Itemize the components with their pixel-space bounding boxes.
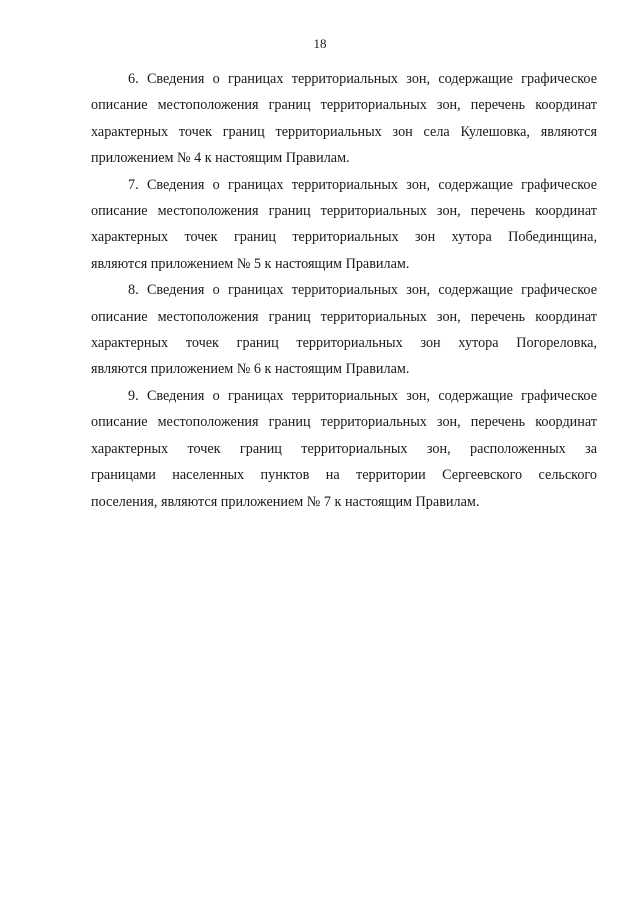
- paragraph-9: [91, 383, 597, 515]
- paragraph-line: характерных точек границ территориальных зон, расположенных за: [91, 440, 597, 457]
- paragraph-line: 6. Сведения о границах территориальных зон, содержащие графическое: [128, 71, 597, 87]
- paragraph-line: 7. Сведения о границах территориальных зон, содержащие графическое: [128, 176, 597, 193]
- paragraph-line: описание местоположения границ территориальных зон, перечень координат: [91, 308, 597, 325]
- paragraph-line: приложением № 4 к настоящим Правилам.: [91, 150, 350, 167]
- paragraph-line: характерных точек границ территориальных зон села Кулешовка, являются: [91, 123, 597, 140]
- paragraph-line: описание местоположения границ территориальных зон, перечень координат: [91, 97, 597, 114]
- paragraph-line: описание местоположения границ территориальных зон, перечень координат: [91, 203, 597, 220]
- paragraph-line: характерных точек границ территориальных зон хутора Побединщина,: [91, 229, 597, 246]
- paragraph-line: являются приложением № 6 к настоящим Правилам.: [91, 361, 410, 378]
- paragraph-line: границами населенных пунктов на территории Сергеевского сельского: [91, 467, 597, 484]
- document-body: [91, 66, 597, 515]
- paragraph-line: характерных точек границ территориальных зон хутора Погореловка,: [91, 335, 597, 352]
- paragraph-line: 9. Сведения о границах территориальных зон, содержащие графическое: [128, 387, 597, 404]
- paragraph-line: описание местоположения границ территориальных зон, перечень координат: [91, 414, 597, 431]
- paragraph-8: [91, 277, 597, 383]
- paragraph-7: [91, 172, 597, 278]
- paragraph-line: 8. Сведения о границах территориальных зон, содержащие графическое: [128, 282, 597, 299]
- paragraph-line: являются приложением № 5 к настоящим Правилам.: [91, 255, 410, 272]
- page-number: 18: [313, 36, 327, 51]
- paragraph-line: поселения, являются приложением № 7 к настоящим Правилам.: [91, 493, 480, 510]
- paragraph-6: [91, 66, 597, 172]
